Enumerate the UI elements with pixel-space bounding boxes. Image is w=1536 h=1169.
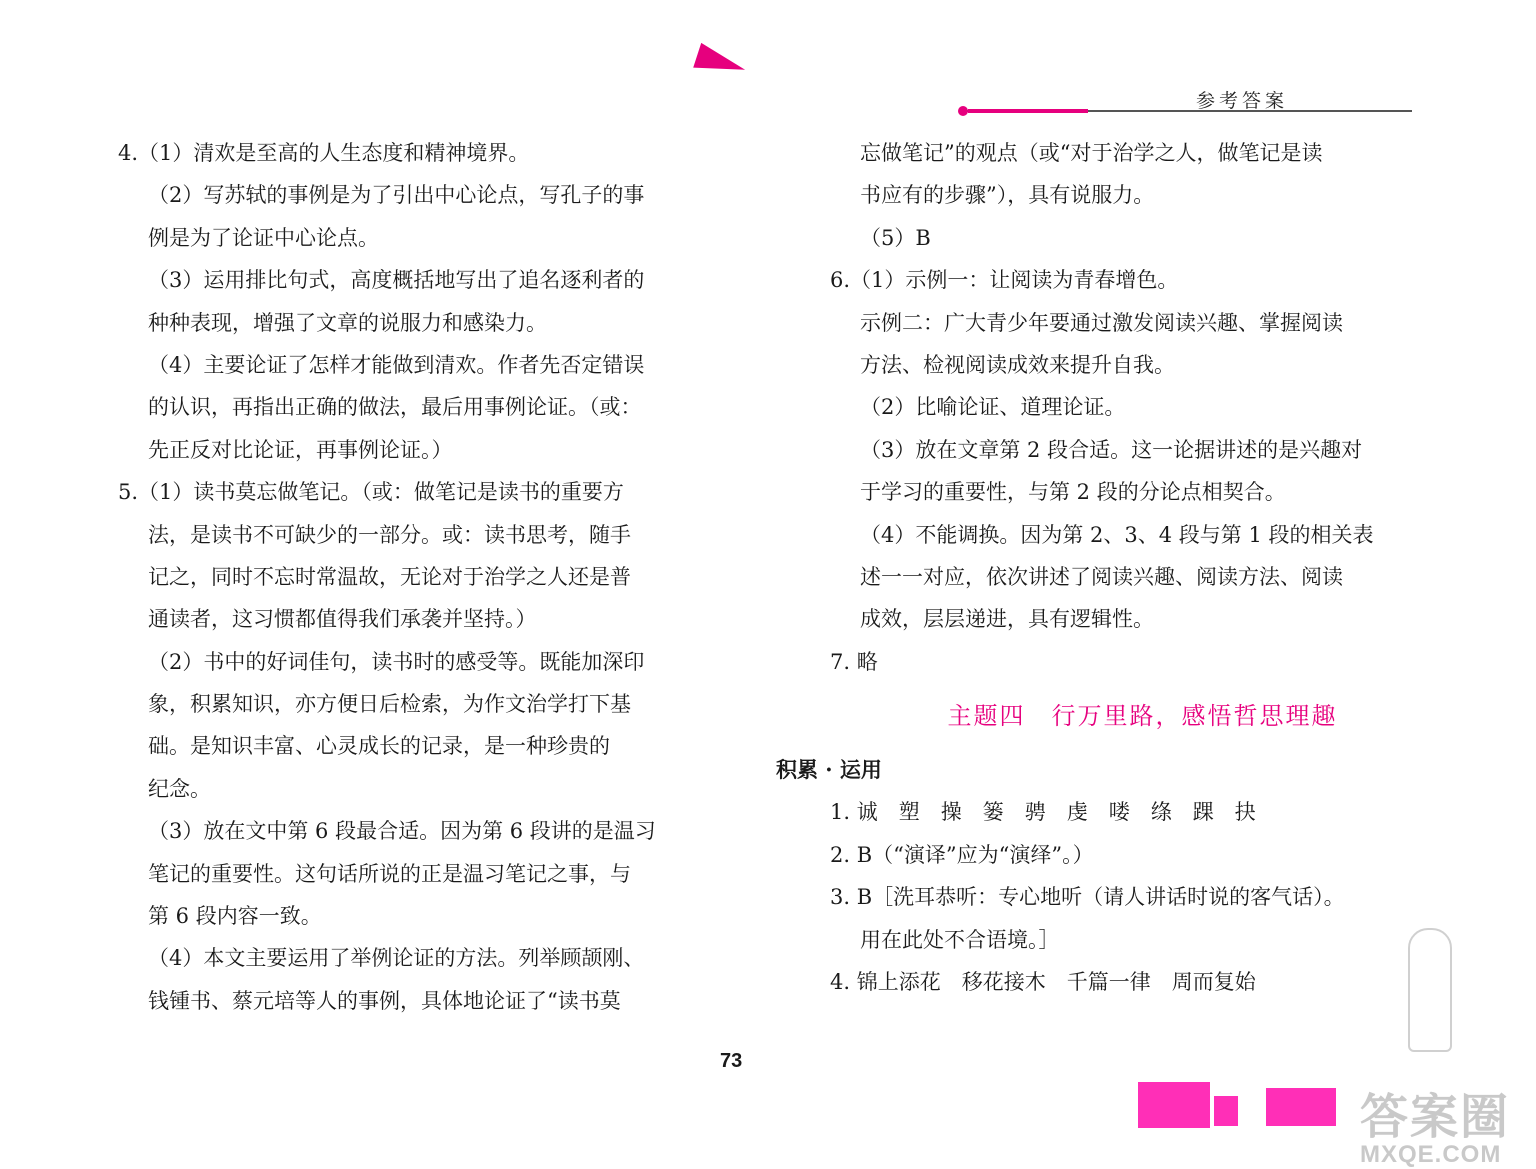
answer-line: （2）书中的好词佳句，读书时的感受等。既能加深印 xyxy=(148,649,645,674)
answer-line: 4.（1）清欢是至高的人生态度和精神境界。 xyxy=(118,141,530,165)
answer-line: 纪念。 xyxy=(148,776,211,801)
page-tab-edge xyxy=(1408,928,1452,1052)
subsection-title: 积累 · 运用 xyxy=(776,757,882,783)
answer-line: 5.（1）读书莫忘做笔记。（或：做笔记是读书的重要方 xyxy=(118,480,624,505)
answer-line: 例是为了论证中心论点。 xyxy=(148,225,379,250)
answer-line: 于学习的重要性，与第 2 段的分论点相契合。 xyxy=(860,480,1286,505)
pink-stamp-block xyxy=(1214,1096,1238,1126)
answer-line: 成效，层层递进，具有逻辑性。 xyxy=(860,607,1154,632)
header-title: 参考答案 xyxy=(1196,90,1289,112)
answer-line: 书应有的步骤”），具有说服力。 xyxy=(860,183,1155,208)
answer-line: （2）比喻论证、道理论证。 xyxy=(860,395,1126,420)
pink-stamp-block xyxy=(1266,1088,1336,1126)
decorative-pink-mark xyxy=(693,43,749,83)
header-accent-bar xyxy=(968,109,1088,113)
exercise-line: 3. B［洗耳恭听：专心地听（请人讲话时说的客气话）。 xyxy=(830,885,1345,910)
pink-stamp-block xyxy=(1138,1082,1210,1128)
answer-line: 通读者，这习惯都值得我们承袭并坚持。） xyxy=(148,607,537,632)
answer-line: 示例二：广大青少年要通过激发阅读兴趣、掌握阅读 xyxy=(860,310,1343,335)
answer-line: 象，积累知识，亦方便日后检索，为作文治学打下基 xyxy=(148,692,631,717)
answer-line: （4）不能调换。因为第 2、3、4 段与第 1 段的相关表 xyxy=(860,522,1374,547)
answer-line: 第 6 段内容一致。 xyxy=(148,904,322,929)
answer-line: （5）B xyxy=(860,225,931,250)
watermark-main-text: 答案圈 xyxy=(1360,1091,1511,1144)
header-accent-dot xyxy=(958,106,968,116)
exercise-line: 1. 诚 塑 操 篓 骋 虔 喽 绦 踝 抉 xyxy=(830,800,1256,825)
exercise-line: 用在此处不合语境。］ xyxy=(860,927,1060,952)
right-column-exercises xyxy=(830,791,1415,1003)
answer-line: 忘做笔记”的观点（或“对于治学之人，做笔记是读 xyxy=(860,141,1323,165)
answer-line: （3）放在文章第 2 段合适。这一论据讲述的是兴趣对 xyxy=(860,437,1363,462)
answer-line: （4）主要论证了怎样才能做到清欢。作者先否定错误 xyxy=(148,352,645,377)
answer-line: 的认识，再指出正确的做法，最后用事例论证。（或： xyxy=(148,395,642,420)
page-number: 73 xyxy=(720,1050,743,1072)
answer-line: 法，是读书不可缺少的一部分。或：读书思考，随手 xyxy=(148,522,631,547)
answer-line: 笔记的重要性。这句话所说的正是温习笔记之事，与 xyxy=(148,861,631,886)
answer-line: 方法、检视阅读成效来提升自我。 xyxy=(860,352,1175,377)
right-column xyxy=(776,132,1415,1003)
answer-line: 础。是知识丰富、心灵成长的记录，是一种珍贵的 xyxy=(148,734,610,759)
watermark-sub-text: MXQE.COM xyxy=(1360,1141,1502,1168)
answer-line: （3）运用排比句式，高度概括地写出了追名逐利者的 xyxy=(148,268,645,293)
answer-line: （2）写苏轼的事例是为了引出中心论点，写孔子的事 xyxy=(148,183,645,208)
answer-line: 述一一对应，依次讲述了阅读兴趣、阅读方法、阅读 xyxy=(860,564,1343,589)
watermark-logo xyxy=(1360,1078,1510,1169)
answer-line: 记之，同时不忘时常温故，无论对于治学之人还是普 xyxy=(148,564,631,589)
section-title: 主题四 行万里路，感悟哲思理趣 xyxy=(947,702,1338,731)
answer-line: （4）本文主要运用了举例论证的方法。列举顾颉刚、 xyxy=(148,946,645,971)
exercise-line: 2. B（“演译”应为“演绎”。） xyxy=(830,842,1094,867)
answer-line: 先正反对比论证，再事例论证。） xyxy=(148,437,453,462)
answer-line: 种种表现，增强了文章的说服力和感染力。 xyxy=(148,310,547,335)
answer-line: （3）放在文中第 6 段最合适。因为第 6 段讲的是温习 xyxy=(148,819,656,844)
answer-line: 6.（1）示例一：让阅读为青春增色。 xyxy=(830,268,1179,293)
exercise-line: 4. 锦上添花 移花接木 千篇一律 周而复始 xyxy=(830,970,1256,995)
answer-line: 7. 略 xyxy=(830,649,878,674)
left-column xyxy=(118,132,703,1022)
answer-line: 钱锺书、蔡元培等人的事例，具体地论证了“读书莫 xyxy=(148,988,621,1013)
right-column-answers xyxy=(830,132,1415,683)
